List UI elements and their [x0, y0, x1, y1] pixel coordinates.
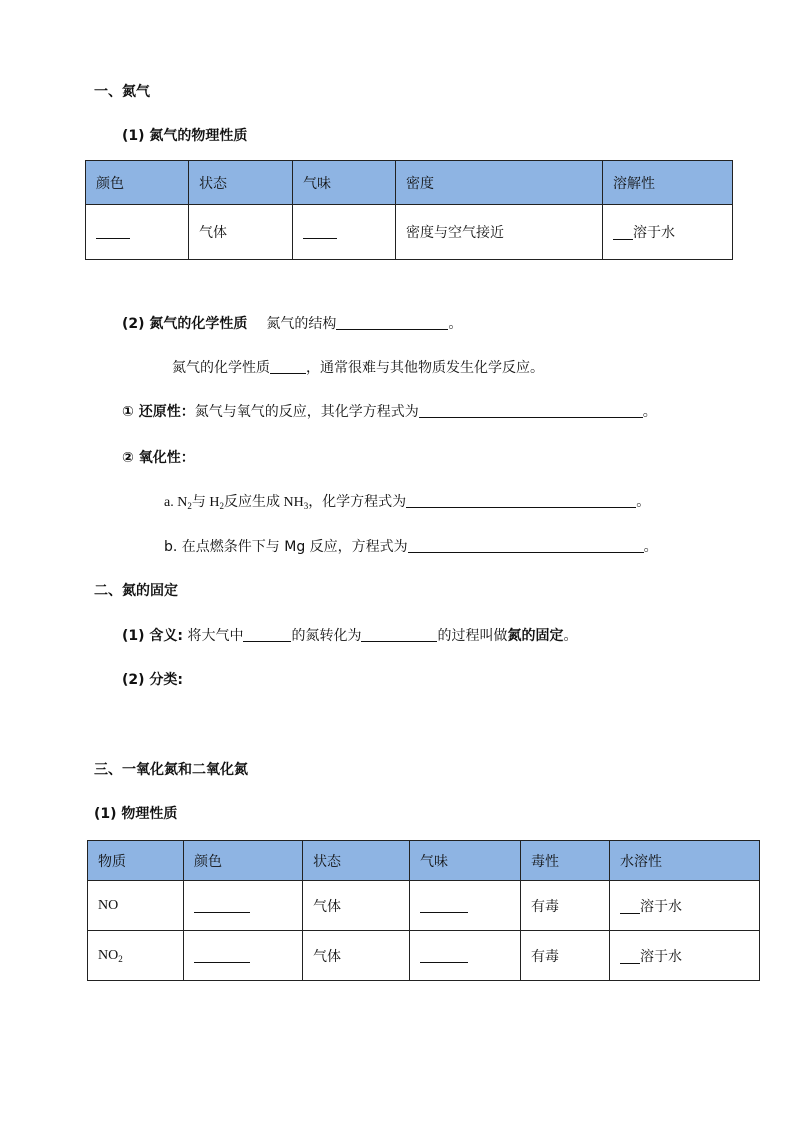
section1-heading: 一、氮气: [94, 84, 150, 100]
t2-solubility-cell: [610, 881, 760, 931]
answer-blank: [303, 224, 337, 239]
structure-text: 氮气的结构: [266, 316, 337, 332]
s3-physical-label: (1) 物理性质: [94, 806, 178, 822]
b-text: b. 在点燃条件下与 Mg 反应，方程式为: [164, 539, 408, 555]
solubility-suffix: 溶于水: [640, 898, 682, 915]
def-term: 氮的固定: [507, 628, 564, 644]
t2-state-cell: 气体: [303, 931, 410, 981]
period: 。: [643, 539, 658, 555]
answer-blank: [361, 627, 437, 642]
a-tail: ，化学方程式为: [308, 494, 407, 510]
t2-substance-cell: [88, 931, 184, 981]
t1-odor-cell: [293, 205, 396, 260]
answer-blank: [613, 225, 633, 240]
substance-formula: NO: [98, 947, 119, 963]
definition-label: (1) 含义:: [122, 628, 184, 644]
subscript: 2: [118, 953, 123, 964]
section2-heading: 二、氮的固定: [94, 583, 178, 599]
definition-line: [122, 625, 577, 645]
t2-solubility-cell: [610, 931, 760, 981]
answer-blank: [270, 359, 306, 374]
def-text-a: 将大气中: [187, 628, 244, 644]
item-a-line: [164, 491, 650, 511]
t2-color-cell: [184, 931, 303, 981]
t2-header-substance: 物质: [88, 841, 184, 881]
reducibility-text: 氮气与氧气的反应，其化学方程式为: [194, 404, 419, 420]
s1-chem-property-line: [122, 313, 462, 333]
t2-header-solubility: 水溶性: [610, 841, 760, 881]
answer-blank: [620, 899, 640, 914]
t2-odor-cell: [410, 931, 521, 981]
answer-blank: [96, 224, 130, 239]
item-b-line: [164, 536, 658, 556]
nox-physical-table: [87, 840, 760, 981]
t1-solubility-cell: [603, 205, 733, 260]
table1-header-row: [86, 161, 733, 205]
a-text: 反应生成 NH: [223, 495, 304, 510]
t2-state-cell: 气体: [303, 881, 410, 931]
section3-heading: 三、一氧化氮和二氧化氮: [94, 762, 248, 778]
t2-toxicity-cell: 有毒: [521, 931, 610, 981]
table-row: [86, 205, 733, 260]
table2-header-row: [88, 841, 760, 881]
t1-color-cell: [86, 205, 189, 260]
period: 。: [563, 628, 578, 644]
table-row: [88, 931, 760, 981]
t2-toxicity-cell: 有毒: [521, 881, 610, 931]
solubility-suffix: 溶于水: [633, 225, 675, 241]
answer-blank: [420, 898, 468, 913]
subscript: 2: [219, 501, 224, 511]
a-mid: 与 H: [191, 495, 220, 510]
def-text-b: 的氮转化为: [291, 628, 362, 644]
period: 。: [636, 494, 651, 510]
t1-state-cell: 气体: [189, 205, 293, 260]
reducibility-label: ① 还原性：: [122, 404, 195, 420]
period: 。: [642, 404, 657, 420]
def-text-c: 的过程叫做: [437, 628, 508, 644]
t1-header-solubility: 溶解性: [603, 161, 733, 205]
s1-chem-label: (2) 氮气的化学性质: [122, 316, 248, 332]
t2-header-toxicity: 毒性: [521, 841, 610, 881]
t1-header-density: 密度: [396, 161, 603, 205]
answer-blank: [194, 898, 250, 913]
answer-blank: [620, 949, 640, 964]
t2-header-odor: 气味: [410, 841, 521, 881]
t1-header-state: 状态: [189, 161, 293, 205]
answer-blank: [419, 403, 643, 418]
s1-physical-label: (1) 氮气的物理性质: [122, 128, 248, 144]
chem-inert-tail: ，通常很难与其他物质发生化学反应。: [306, 360, 544, 376]
answer-blank: [420, 948, 468, 963]
reducibility-line: [122, 401, 657, 421]
answer-blank: [408, 538, 644, 553]
answer-blank: [406, 493, 636, 508]
oxidizability-label: ② 氧化性：: [122, 450, 195, 466]
t2-header-color: 颜色: [184, 841, 303, 881]
t1-header-color: 颜色: [86, 161, 189, 205]
table-row: [88, 881, 760, 931]
period: 。: [448, 316, 463, 332]
t2-color-cell: [184, 881, 303, 931]
subscript: 2: [187, 501, 192, 511]
solubility-suffix: 溶于水: [640, 948, 682, 965]
t1-header-odor: 气味: [293, 161, 396, 205]
t2-odor-cell: [410, 881, 521, 931]
t1-density-cell: 密度与空气接近: [396, 205, 603, 260]
chem-inert-line: [172, 357, 544, 377]
classification-label: (2) 分类:: [122, 672, 184, 688]
t2-substance-cell: NO: [88, 881, 184, 931]
chem-inert-text: 氮气的化学性质: [172, 360, 270, 376]
answer-blank: [194, 948, 250, 963]
nitrogen-physical-table: [85, 160, 733, 260]
answer-blank: [243, 627, 291, 642]
answer-blank: [336, 315, 448, 330]
subscript: 3: [303, 501, 309, 511]
t2-header-state: 状态: [303, 841, 410, 881]
a-prefix: a. N: [164, 495, 188, 510]
